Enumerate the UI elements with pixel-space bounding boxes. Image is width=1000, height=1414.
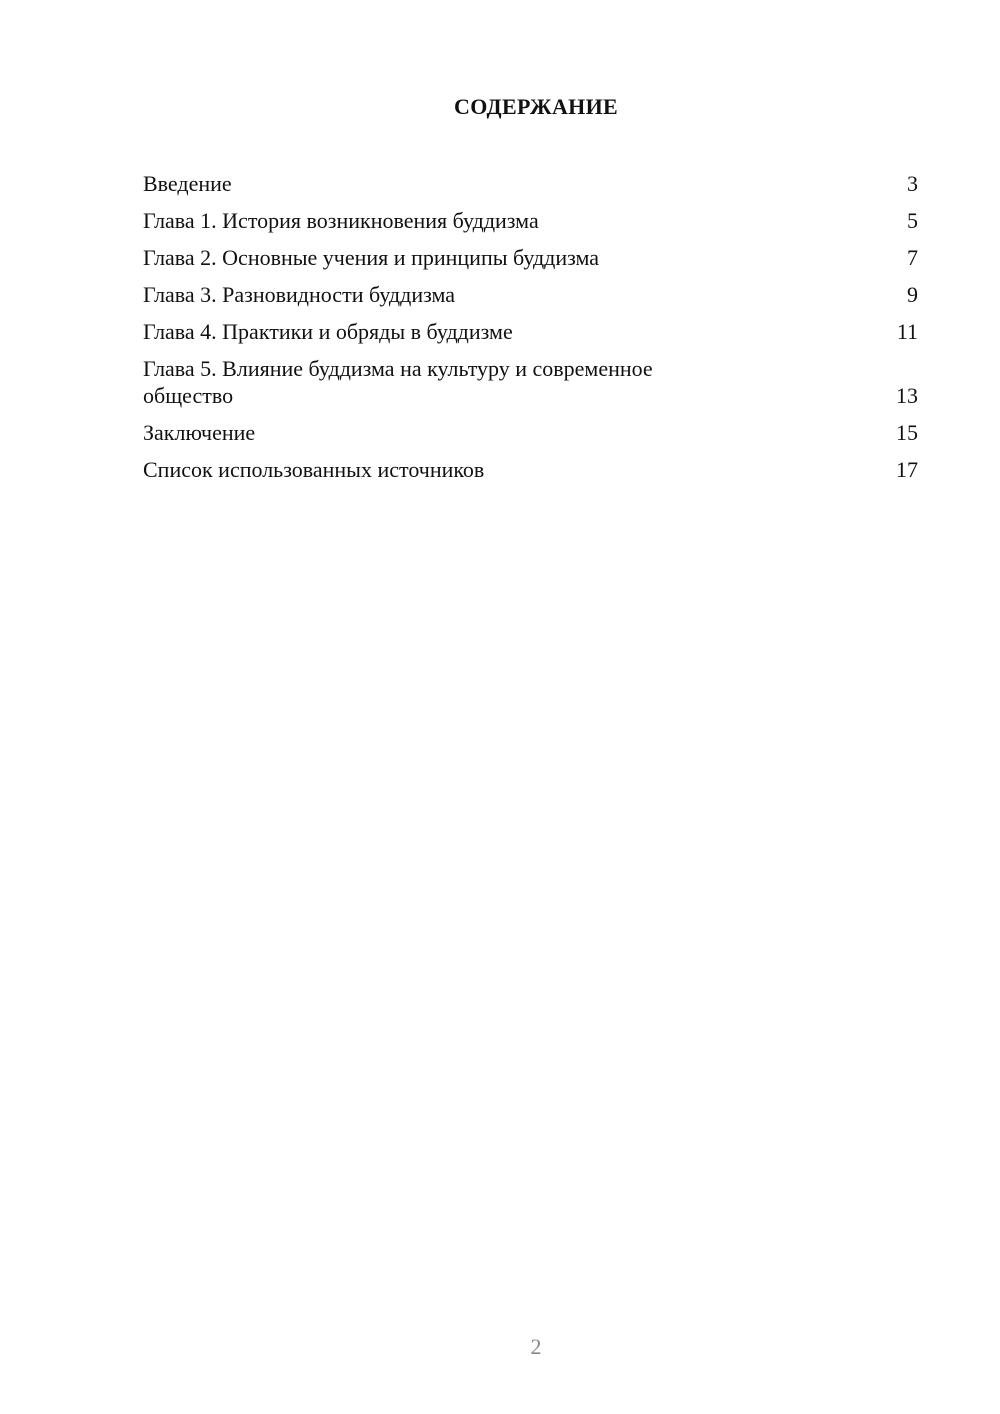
toc-entry-chapter-2 [143, 244, 918, 271]
toc-list [143, 170, 918, 493]
toc-entry-page: 15 [896, 420, 918, 445]
toc-entry-page: 5 [907, 208, 918, 233]
toc-entry-chapter-4 [143, 318, 918, 345]
toc-entry-page: 13 [896, 383, 918, 408]
toc-entry-page: 3 [907, 171, 918, 196]
toc-entry-title: Глава 1. История возникновения буддизма [143, 208, 539, 233]
toc-entry-title: Глава 3. Разновидности буддизма [143, 282, 456, 307]
toc-entry-chapter-1 [143, 207, 918, 234]
toc-entry-title: Глава 5. Влияние буддизма на культуру и современное общество [143, 356, 653, 408]
toc-entry-title: Введение [143, 171, 232, 196]
toc-entry-title: Глава 4. Практики и обряды в буддизме [143, 319, 513, 344]
toc-entry-title: Заключение [143, 420, 256, 445]
toc-entry-page: 7 [907, 245, 918, 270]
toc-entry-references [143, 456, 918, 483]
toc-entry-introduction [143, 170, 918, 197]
toc-entry-chapter-5 [143, 355, 918, 409]
page-number: 2 [530, 1334, 542, 1359]
toc-entry-conclusion [143, 419, 918, 446]
toc-title: СОДЕРЖАНИЕ [454, 94, 618, 119]
toc-entry-title: Глава 2. Основные учения и принципы буддизма [143, 245, 600, 270]
toc-entry-chapter-3 [143, 281, 918, 308]
toc-entry-page: 9 [907, 282, 918, 307]
toc-entry-page: 17 [896, 457, 918, 482]
toc-entry-page: 11 [896, 319, 918, 344]
toc-entry-title: Список использованных источников [143, 457, 485, 482]
